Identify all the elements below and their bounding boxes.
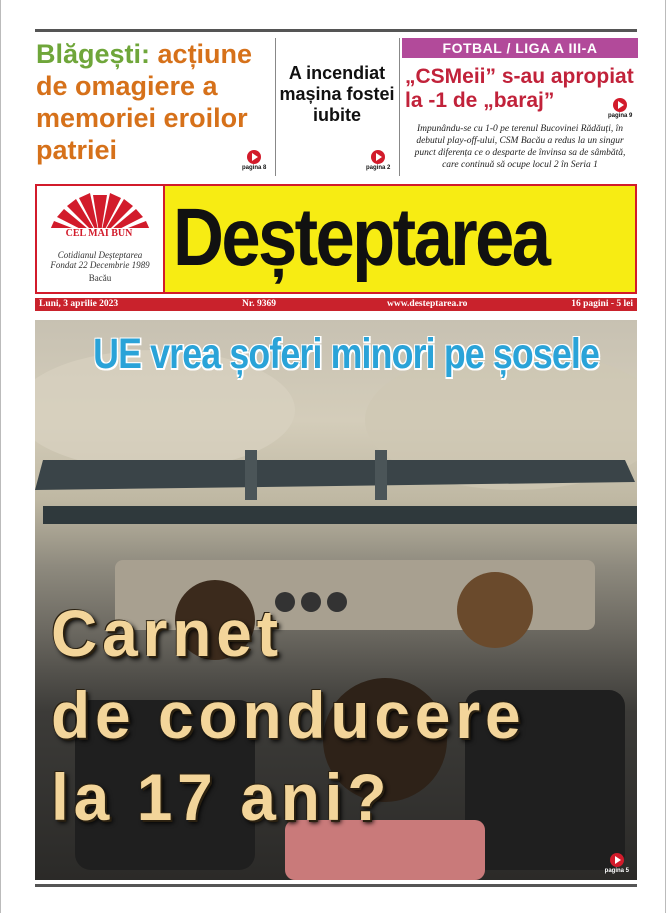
page-ref-2[interactable]: pagina 2: [366, 150, 390, 171]
section-kicker: FOTBAL / LIGA A III-A: [402, 38, 638, 58]
page-ref-9[interactable]: pagina 9: [608, 98, 632, 119]
teaser-blagesti[interactable]: [36, 38, 272, 176]
issue-info-bar: [35, 298, 637, 311]
newspaper-title[interactable]: Deșteptarea: [165, 186, 635, 292]
teaser-incendiat[interactable]: [278, 38, 396, 176]
masthead-tagline: Cotidianul Deșteptarea Fondat 22 Decembrie 1989: [50, 250, 150, 270]
masthead-logo-block: [37, 186, 165, 292]
cover-story[interactable]: [35, 320, 637, 880]
teaser-csm-headline: „CSMeii” s-au apropiat la -1 de „baraj”: [405, 65, 634, 112]
page-ref-8[interactable]: pagina 8: [242, 150, 266, 171]
cover-headline: Carnet de conducere la 17 ani?: [51, 596, 526, 834]
play-arrow-icon: [613, 98, 627, 112]
issue-date: Luni, 3 aprilie 2023: [39, 299, 119, 309]
bottom-rule: [35, 884, 637, 887]
column-divider: [399, 38, 400, 176]
play-arrow-icon: [371, 150, 385, 164]
page-ref-5[interactable]: pagina 5: [605, 853, 629, 874]
cover-kicker: UE vrea șoferi minori pe șosele: [93, 330, 600, 378]
website-link[interactable]: www.desteptarea.ro: [387, 299, 468, 309]
column-divider: [275, 38, 276, 176]
issue-number: Nr. 9369: [242, 299, 276, 309]
logo-badge: CEL MAI BUN: [45, 228, 153, 240]
teaser-csm-bacau[interactable]: [402, 38, 638, 178]
top-rule: [35, 29, 637, 32]
play-arrow-icon: [610, 853, 624, 867]
teaser-blagesti-headline: Blăgești: acțiune de omagiere a memoriei eroilor patriei: [36, 39, 253, 165]
teaser-csm-body: Impunându-se cu 1-0 pe terenul Bucovinei Rădăuți, în debutul play-off-ului, CSM Bacău a redus la un singur punct diferența ce o desparte de învinsa sa de sâmbătă, care continuă să ocupe locul 2 în Seria 1: [414, 124, 626, 170]
play-arrow-icon: [247, 150, 261, 164]
masthead-city: Bacău: [88, 273, 112, 283]
masthead: [35, 184, 637, 294]
teaser-incendiat-headline: A incendiat mașina fostei iubite: [279, 63, 395, 125]
issue-price: 16 pagini - 5 lei: [571, 299, 633, 309]
